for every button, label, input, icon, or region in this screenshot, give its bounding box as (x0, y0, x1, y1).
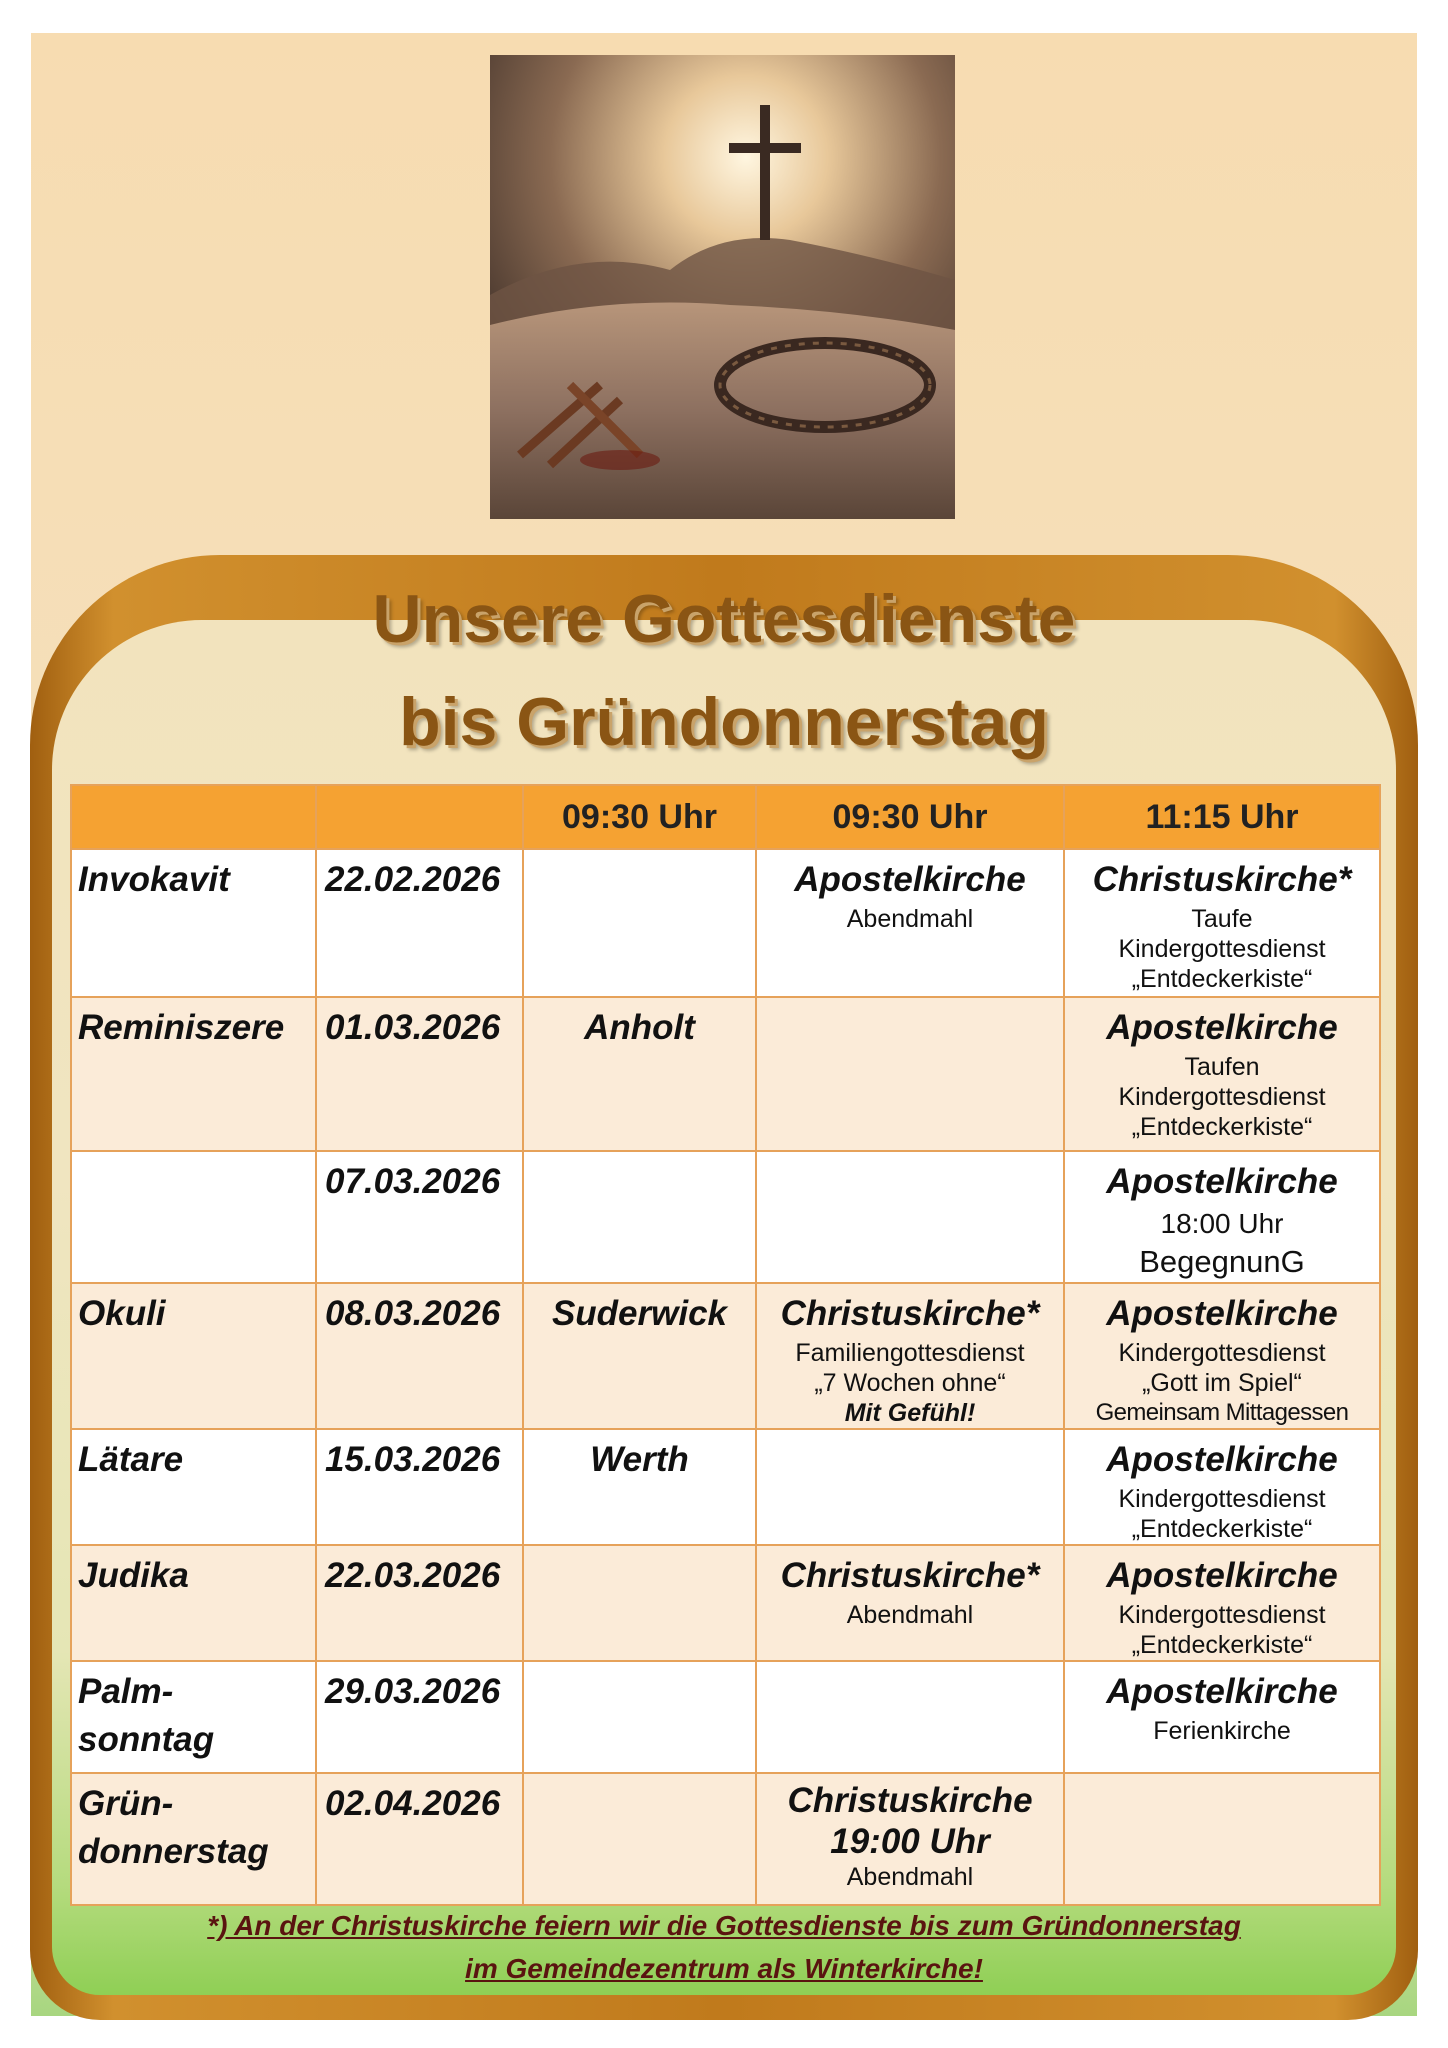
table-row (71, 849, 1380, 997)
service-note: Taufe (1191, 905, 1253, 933)
cell-time3 (1064, 849, 1380, 997)
church-name: Apostelkirche (1106, 1440, 1338, 1479)
cell-time1 (523, 849, 756, 997)
sunday-name: Judika (71, 1545, 316, 1661)
service-note: Taufen (1184, 1053, 1260, 1081)
cell-time3 (1064, 1151, 1380, 1283)
service-date: 15.03.2026 (316, 1429, 523, 1545)
service-note: „7 Wochen ohne“ (814, 1369, 1006, 1397)
service-note: Kindergottesdienst (1118, 1339, 1326, 1367)
church-name: Christuskirche (787, 1781, 1033, 1820)
sunday-name-line1: Grün- (78, 1784, 174, 1823)
service-date: 22.03.2026 (316, 1545, 523, 1661)
cell-time3 (1064, 1773, 1380, 1905)
table-row (71, 1429, 1380, 1545)
service-note: Kindergottesdienst (1118, 1083, 1326, 1111)
service-date: 01.03.2026 (316, 997, 523, 1151)
footnote (0, 1904, 1448, 1990)
cell-time2 (756, 997, 1064, 1151)
table-row (71, 1545, 1380, 1661)
cross-crown-of-thorns-image (490, 55, 955, 519)
service-note: „Entdeckerkiste“ (1131, 965, 1313, 993)
service-note: „Entdeckerkiste“ (1131, 1515, 1313, 1543)
cell-time1 (523, 1661, 756, 1773)
service-note: Kindergottesdienst (1118, 935, 1326, 963)
header-cell-time1: 09:30 Uhr (523, 785, 756, 849)
church-name: Apostelkirche (1106, 1008, 1338, 1047)
service-note: „Entdeckerkiste“ (1131, 1631, 1313, 1659)
cell-time1 (523, 1151, 756, 1283)
service-note: Familiengottesdienst (795, 1339, 1025, 1367)
sunday-name (71, 1661, 316, 1773)
service-motto: Mit Gefühl! (844, 1399, 976, 1427)
service-note: Abendmahl (846, 1863, 974, 1891)
sunday-name: Invokavit (71, 849, 316, 997)
church-name: Anholt (584, 1008, 695, 1047)
sunday-name-line1: Palm- (78, 1672, 174, 1711)
service-schedule-table (70, 784, 1381, 1906)
cell-time1 (523, 1773, 756, 1905)
header-cell-time3: 11:15 Uhr (1064, 785, 1380, 849)
service-note: „Entdeckerkiste“ (1131, 1113, 1313, 1141)
service-date: 08.03.2026 (316, 1283, 523, 1429)
service-date: 07.03.2026 (316, 1151, 523, 1283)
cell-time1 (523, 1429, 756, 1545)
service-note: Gemeinsam Mittagessen (1095, 1399, 1349, 1426)
footnote-line1: *) An der Christuskirche feiern wir die Gottesdienste bis zum Gründonnerstag (207, 1910, 1241, 1941)
table-header-row (71, 785, 1380, 849)
page-title-line1: Unsere Gottesdienste (372, 581, 1076, 657)
service-note: BegegnunG (1139, 1244, 1305, 1279)
header-cell-name (71, 785, 316, 849)
church-name: Apostelkirche (1106, 1162, 1338, 1201)
footnote-line2: im Gemeindezentrum als Winterkirche! (465, 1953, 983, 1984)
church-name: Suderwick (551, 1294, 728, 1333)
service-date: 22.02.2026 (316, 849, 523, 997)
cell-time1 (523, 1545, 756, 1661)
sunday-name-line2: donnerstag (78, 1832, 269, 1871)
page-title-line2: bis Gründonnerstag (399, 684, 1049, 760)
sunday-name-line2: sonntag (78, 1720, 215, 1759)
service-note: Kindergottesdienst (1118, 1485, 1326, 1513)
service-time: 18:00 Uhr (1160, 1208, 1284, 1239)
sunday-name: Reminiszere (71, 997, 316, 1151)
church-name: Apostelkirche (794, 860, 1026, 899)
table-row (71, 997, 1380, 1151)
church-name: Christuskirche* (1092, 860, 1352, 899)
service-note: Ferienkirche (1153, 1717, 1291, 1745)
service-note: Abendmahl (846, 905, 974, 933)
service-note: „Gott im Spiel“ (1142, 1369, 1302, 1397)
cell-time2 (756, 1283, 1064, 1429)
service-note: Kindergottesdienst (1118, 1601, 1326, 1629)
church-name: Christuskirche* (780, 1294, 1040, 1333)
table-row (71, 1283, 1380, 1429)
cell-time3 (1064, 1545, 1380, 1661)
church-name: Werth (590, 1440, 689, 1479)
cell-time2 (756, 1661, 1064, 1773)
service-date: 29.03.2026 (316, 1661, 523, 1773)
church-name: Apostelkirche (1106, 1672, 1338, 1711)
church-name: Apostelkirche (1106, 1556, 1338, 1595)
table-row (71, 1151, 1380, 1283)
header-cell-time2: 09:30 Uhr (756, 785, 1064, 849)
sunday-name (71, 1773, 316, 1905)
cell-time3 (1064, 1283, 1380, 1429)
service-time: 19:00 Uhr (830, 1822, 990, 1861)
sunday-name: Okuli (71, 1283, 316, 1429)
cell-time3 (1064, 997, 1380, 1151)
sunday-name (71, 1151, 316, 1283)
sunday-name: Lätare (71, 1429, 316, 1545)
cell-time2 (756, 1773, 1064, 1905)
cell-time2 (756, 849, 1064, 997)
church-name: Christuskirche* (780, 1556, 1040, 1595)
table-row (71, 1773, 1380, 1905)
cell-time2 (756, 1429, 1064, 1545)
cell-time2 (756, 1545, 1064, 1661)
cell-time3 (1064, 1661, 1380, 1773)
cell-time1 (523, 997, 756, 1151)
cell-time2 (756, 1151, 1064, 1283)
cell-time1 (523, 1283, 756, 1429)
church-name: Apostelkirche (1106, 1294, 1338, 1333)
service-date: 02.04.2026 (316, 1773, 523, 1905)
header-cell-date (316, 785, 523, 849)
service-note: Abendmahl (846, 1601, 974, 1629)
cell-time3 (1064, 1429, 1380, 1545)
table-row (71, 1661, 1380, 1773)
